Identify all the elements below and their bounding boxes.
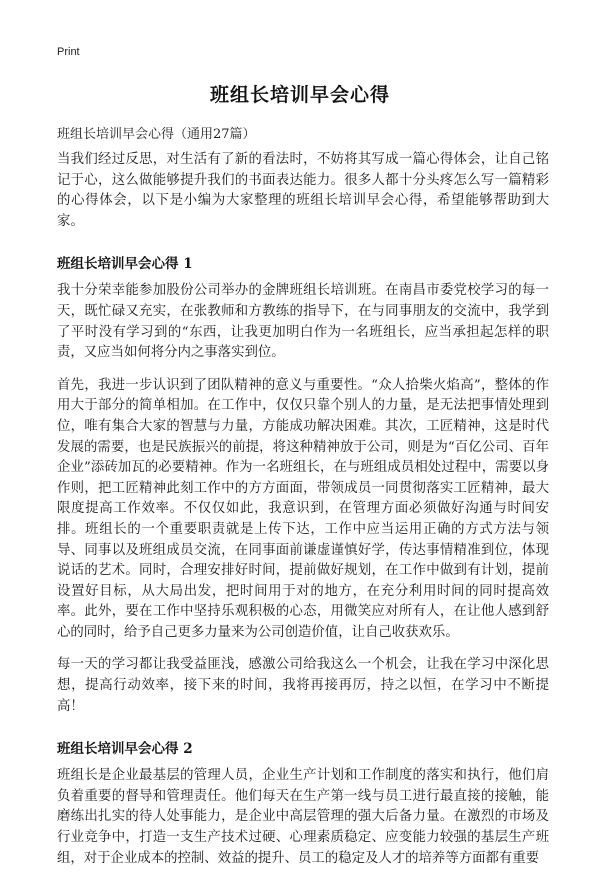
section-heading-2: 班组长培训早会心得 2 <box>57 741 193 758</box>
page-title: 班组长培训早会心得 <box>209 84 390 106</box>
section-2-paragraph: 班组长是企业最基层的管理人员，企业生产计划和工作制度的落实和执行，他们肩负着重要的督导和管理责任。他们每天在生产第一线与员工进行最直接的接触，能磨练出扎实的待人处事能力，是企业中高层管理的强大后备力量。在激烈的市场及行业竞争中，打造一支生产技术过硬、心理素质稳定、应变能力较强的基层生产班组，对于企业成本的控制、效益的提升、员工的稳定及人才的培养等方面都有重要 <box>57 768 549 866</box>
section-1-paragraph: 首先，我进一步认识到了团队精神的意义与重要性。“众人拾柴火焰高”，整体的作用大于部分的简单相加。在工作中，仅仅只靠个别人的力量，是无法把事情处理到位，唯有集合大家的智慧与力量，方能成功解决困难。其次，工匠精神，这是时代发展的需要，也是民族振兴的前提，将这种精神放于公司，则是为“百亿公司、百年企业”添砖加瓦的必要精神。作为一名班组长，在与班组成员相处过程中，需要以身作则，把工匠精神此刻工作中的方方面面，带领成员一同贯彻落实工匠精神，最大限度提高工作效率。不仅仅如此，我意识到，在管理方面必须做好沟通与时间安排。班组长的一个重要职责就是上传下达，工作中应当运用正确的方式方法与领导、同事以及班组成员交流，在同事面前谦虚谨慎好学，传达事情精准到位，体现说话的艺术。同时，合理安排好时间，提前做好规划，在工作中做到有计划，提前设置好目标，从大局出发，把时间用于对的地方，在充分利用时间的同时提高效率。此外，要在工作中坚持乐观积极的心态，用微笑应对所有人，在让他人感到舒心的同时，给予自己更多力量来为公司创造价值，让自己收获欢乐。 <box>57 377 549 640</box>
section-1-paragraph: 我十分荣幸能参加股份公司举办的金牌班组长培训班。在南昌市委党校学习的每一天，既忙碌又充实，在张教师和方教练的指导下，在与同事朋友的交流中，我学到了平时没有学习到的“东西，让我更加明白作为一名班组长，应当承担起怎样的职责，又应当如何将分内之事落实到位。 <box>57 283 549 361</box>
section-heading-1: 班组长培训早会心得 1 <box>57 256 193 273</box>
section-1-paragraph: 每一天的学习都让我受益匪浅，感激公司给我这么一个机会，让我在学习中深化思想，提高行动效率，接下来的时间，我将再接再厉，持之以恒，在学习中不断提高！ <box>57 657 549 714</box>
intro-paragraph: 当我们经过反思，对生活有了新的看法时，不妨将其写成一篇心得体会，让自己铭记于心，这么做能够提升我们的书面表达能力。很多人都十分头疼怎么写一篇精彩的心得体会，以下是小编为大家整理的班组长培训早会心得，希望能够帮助到大家。 <box>57 152 549 229</box>
document-body <box>57 150 549 881</box>
document-subtitle: 班组长培训早会心得（通用27篇） <box>57 127 256 142</box>
print-label[interactable]: Print <box>57 46 80 58</box>
